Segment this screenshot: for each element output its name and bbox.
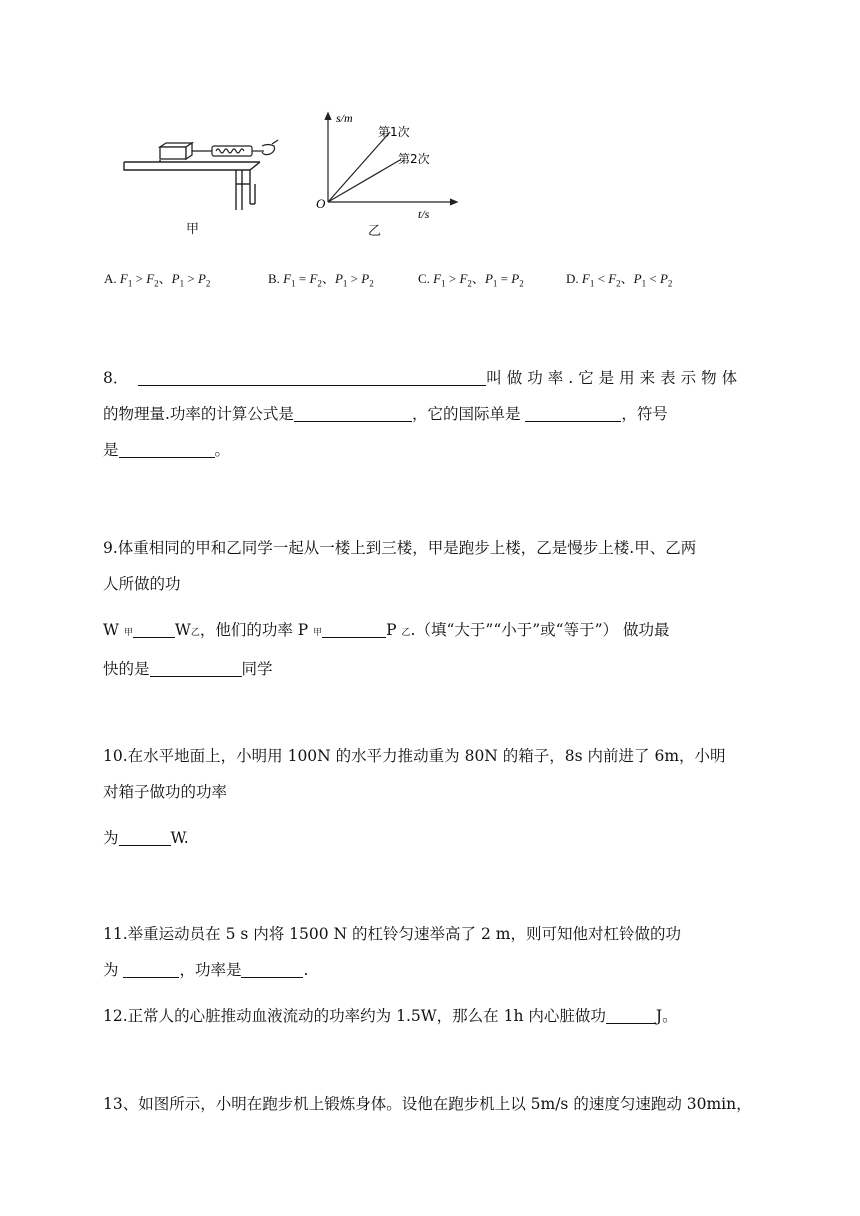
q13-text: 13、如图所示，小明在跑步机上锻炼身体。设他在跑步机上以 5m/s 的速度匀速跑动 30min， [103,1095,752,1113]
q8-text4: ，符号 [621,405,668,423]
question-11 [103,916,763,988]
q8-blank-2[interactable] [294,403,412,422]
q10-line3: 为 W. [103,829,189,847]
question-8 [103,360,763,468]
q7-options [104,268,754,288]
q10-blank[interactable] [119,827,171,846]
figure-label-yi: 乙 [368,224,382,239]
q9-blank-1[interactable] [133,619,175,638]
q11-blank-1[interactable] [123,959,179,978]
q8-text3: ，它的国际单是 [411,405,521,423]
q8-text6: 。 [214,441,231,459]
q9-line4: 快的是 同学 [103,660,273,678]
q10-line1: 10.在水平地面上，小明用 100N 的水平力推动重为 80N 的箱子，8s 内前进了 6m，小明 [103,747,726,765]
axis-x-label: t/s [418,207,430,221]
q9-line1: 9.体重相同的甲和乙同学一起从一楼上到三楼，甲是跑步上楼，乙是慢步上楼.甲、乙两 [103,539,697,557]
question-9 [103,530,763,687]
q11-line2: 为 ，功率是 . [103,961,309,979]
line2-label: 第2次 [398,152,430,166]
question-12: 12.正常人的心脏推动血液流动的功率约为 1.5W，那么在 1h 内心脏做功 J。 [103,1007,678,1025]
apparatus-and-graph-illustration [100,100,460,240]
q8-number: 8． [103,369,129,387]
table-illustration [124,160,260,210]
q10-line2: 对箱子做功的功率 [103,783,228,801]
q8-blank-4[interactable] [119,439,215,458]
block-illustration [160,143,192,159]
q9-line3: W 甲 W乙，他们的功率 P 甲 P 乙.（填“大于”“小于”或“等于”） 做功最 [103,621,670,639]
q9-line2: 人所做的功 [103,575,181,593]
origin-label: O [316,196,326,211]
q12-blank[interactable] [606,1005,656,1024]
q8-blank-3[interactable] [525,403,621,422]
option-d: D. $F_1 < F_2$、$P_1 < P_2$ [566,271,673,289]
q7-figure [100,100,460,240]
question-13 [103,1086,763,1122]
q8-text2: 的物理量.功率的计算公式是 [103,405,294,423]
line1-label: 第1次 [378,125,410,139]
q9-blank-2[interactable] [322,619,386,638]
q11-blank-2[interactable] [241,959,303,978]
axis-y-label: s/m [336,111,353,125]
q12-text: 12.正常人的心脏推动血液流动的功率约为 1.5W，那么在 1h 内心脏做功 [103,1007,606,1025]
q8-text5: 是 [103,441,119,459]
figure-label-jia: 甲 [186,222,200,237]
question-10 [103,738,763,856]
spring-scale-illustration [192,140,278,156]
q9-blank-3[interactable] [150,658,242,677]
option-a: A. $F_1 > F_2$、$P_1 > P_2$ [104,271,211,289]
q11-line1: 11.举重运动员在 5 s 内将 1500 N 的杠铃匀速举高了 2 m，则可知他对杠铃做的功 [103,925,681,943]
option-b: B. $F_1 = F_2$、$P_1 > P_2$ [268,271,374,289]
option-c: C. $F_1 > F_2$、$P_1 = P_2$ [418,271,524,289]
q8-text1: 叫做功率.它是用来表示物体 [486,369,743,387]
q8-blank-1[interactable] [138,367,486,386]
